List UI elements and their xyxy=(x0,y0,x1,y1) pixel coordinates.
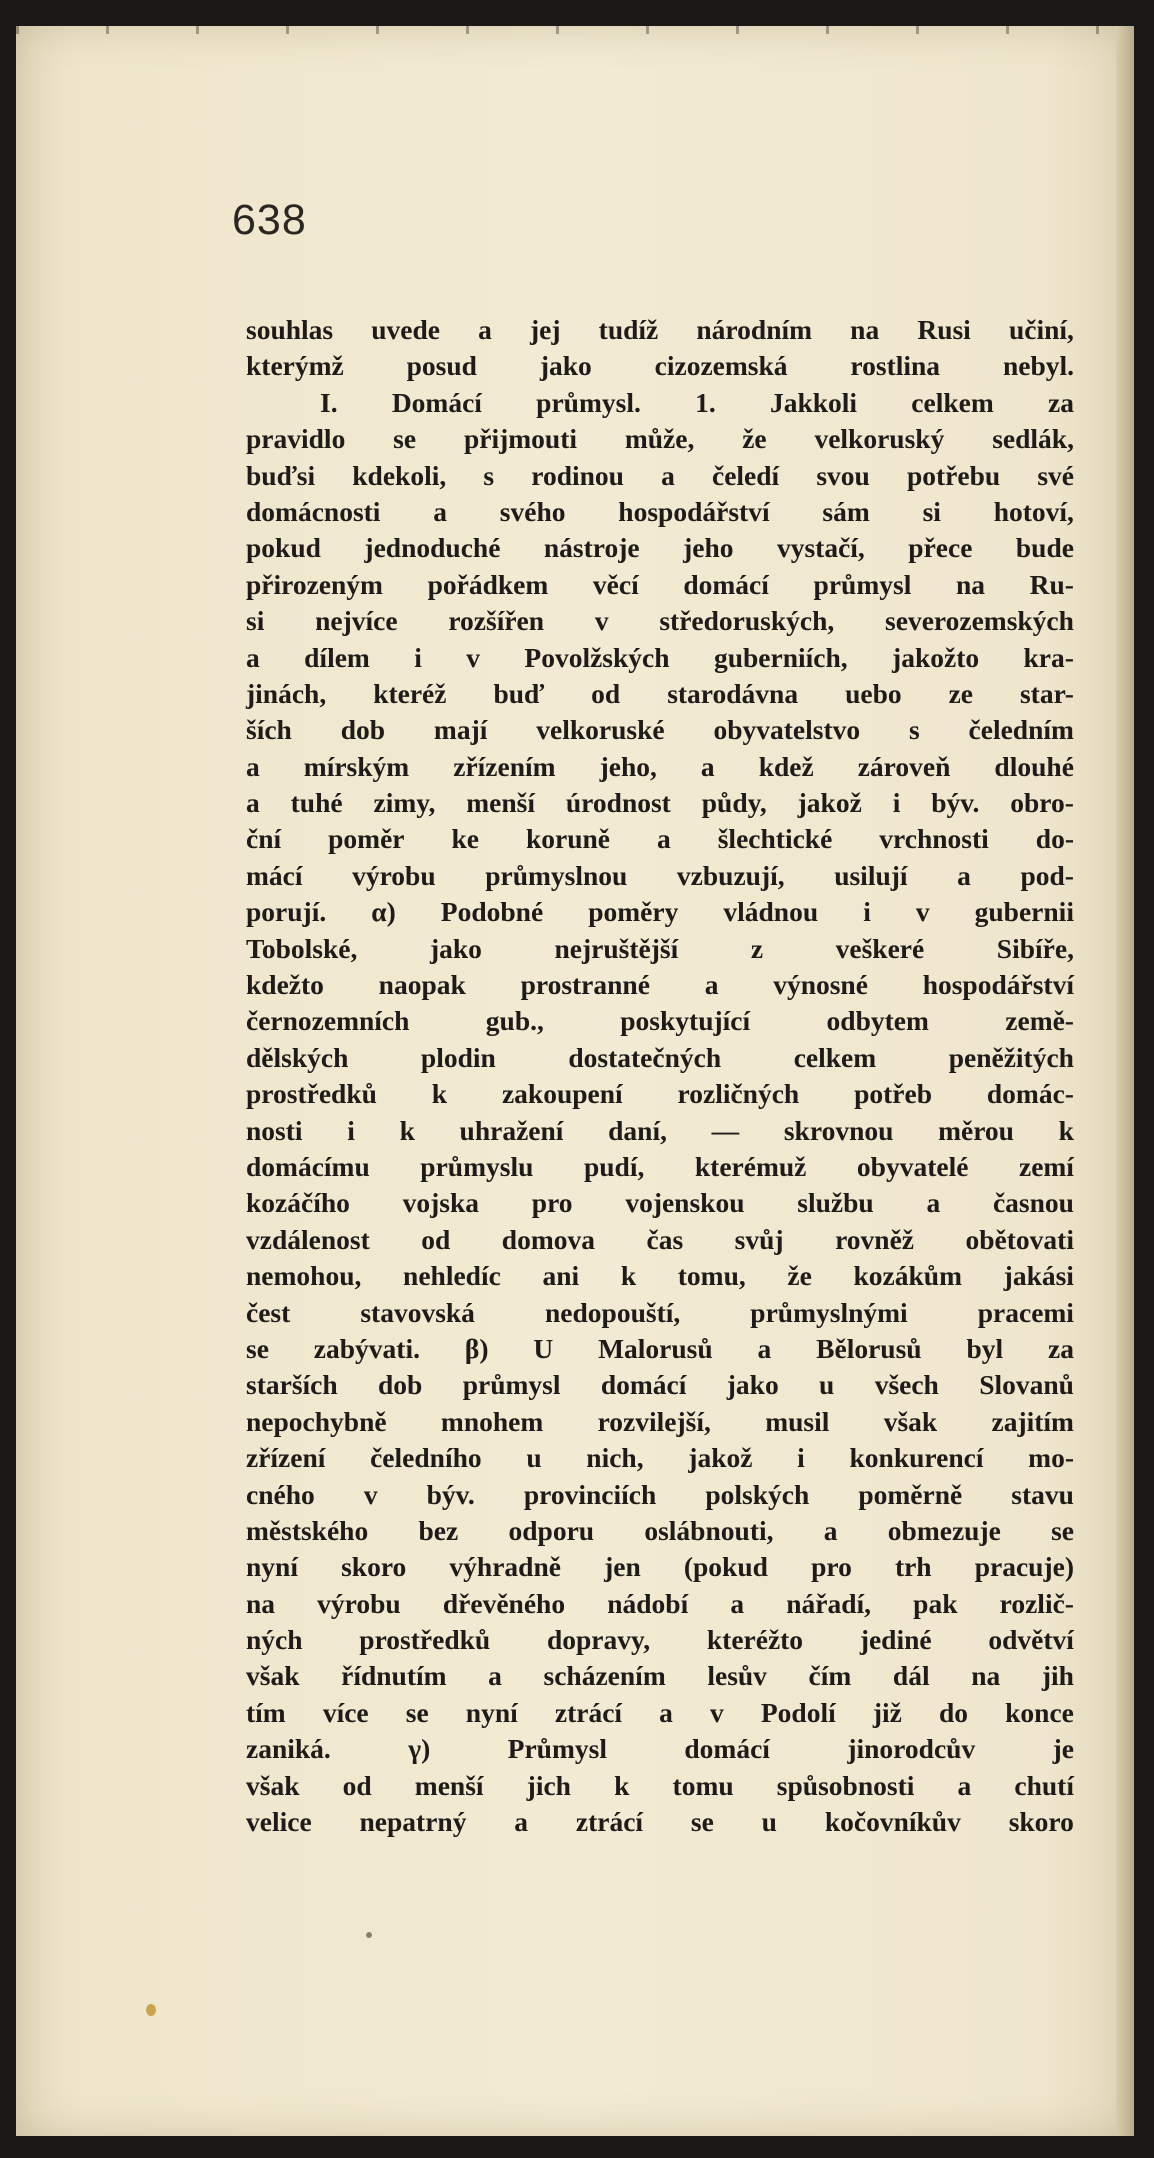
text-line: nemohou, nehledíc ani k tomu, že kozákům jakási xyxy=(246,1260,1074,1292)
page-right-edge xyxy=(1116,26,1134,2136)
text-line: starších dob průmysl domácí jako u všech Slovanů xyxy=(246,1369,1074,1401)
ink-speck xyxy=(366,1932,372,1938)
page-top-edge xyxy=(16,26,1134,34)
text-line: černozemních gub., poskytující odbytem země- xyxy=(246,1005,1074,1037)
text-line: I. Domácí průmysl. 1. Jakkoli celkem za xyxy=(320,386,1074,418)
text-line: se zabývati. β) U Malorusů a Bělorusů byl za xyxy=(246,1332,1074,1364)
text-line: pravidlo se přijmouti může, že velkoruský sedlák, xyxy=(246,423,1074,455)
text-line: kterýmž posud jako cizozemská rostlina nebyl. xyxy=(246,350,1074,382)
text-line: na výrobu dřevěného nádobí a nářadí, pak rozlič- xyxy=(246,1587,1074,1619)
text-line: tím více se nyní ztrácí a v Podolí již do konce xyxy=(246,1696,1074,1728)
text-line: městského bez odporu oslábnouti, a obmezuje se xyxy=(246,1514,1074,1546)
text-line: ných prostředků dopravy, kteréžto jediné odvětví xyxy=(246,1624,1074,1656)
text-line: domácnosti a svého hospodářství sám si hotoví, xyxy=(246,495,1074,527)
text-line: prostředků k zakoupení rozličných potřeb domác- xyxy=(246,1078,1074,1110)
text-line: čest stavovská nedopouští, průmyslnými pracemi xyxy=(246,1296,1074,1328)
page-number: 638 xyxy=(232,196,307,244)
text-line: kdežto naopak prostranné a výnosné hospodářství xyxy=(246,969,1074,1001)
text-line: nepochybně mnohem rozvilejší, musil však zajitím xyxy=(246,1405,1074,1437)
text-line: kozáčího vojska pro vojenskou službu a časnou xyxy=(246,1187,1074,1219)
text-line: zaniká. γ) Průmysl domácí jinorodcův je xyxy=(246,1733,1074,1765)
text-line: dělských plodin dostatečných celkem peněžitých xyxy=(246,1041,1074,1073)
text-line: a mírským zřízením jeho, a kdež zároveň dlouhé xyxy=(246,750,1074,782)
text-line: cného v býv. provinciích polských poměrně stavu xyxy=(246,1478,1074,1510)
text-line: vzdálenost od domova čas svůj rovněž obětovati xyxy=(246,1223,1074,1255)
text-line: zřízení čeledního u nich, jakož i konkurencí mo- xyxy=(246,1442,1074,1474)
text-line: buďsi kdekoli, s rodinou a čeledí svou potřebu své xyxy=(246,459,1074,491)
body-text xyxy=(246,312,1074,1840)
text-line: přirozeným pořádkem věcí domácí průmysl na Ru- xyxy=(246,568,1074,600)
text-line: a dílem i v Povolžských guberniích, jakožto kra- xyxy=(246,641,1074,673)
text-line: mácí výrobu průmyslnou vzbuzují, usilují a pod- xyxy=(246,859,1074,891)
text-line: Tobolské, jako nejruštější z veškeré Sibíře, xyxy=(246,932,1074,964)
text-line: jinách, kteréž buď od starodávna uebo ze star- xyxy=(246,677,1074,709)
text-line: však řídnutím a scházením lesův čím dál na jih xyxy=(246,1660,1074,1692)
text-line: nosti i k uhražení daní, — skrovnou měrou k xyxy=(246,1114,1074,1146)
text-line: ších dob mají velkoruské obyvatelstvo s čeledním xyxy=(246,714,1074,746)
text-line: a tuhé zimy, menší úrodnost půdy, jakož i býv. obro- xyxy=(246,787,1074,819)
text-line: porují. α) Podobné poměry vládnou i v gubernii xyxy=(246,896,1074,928)
text-line: nyní skoro výhradně jen (pokud pro trh pracuje) xyxy=(246,1551,1074,1583)
text-line: souhlas uvede a jej tudíž národním na Rusi učiní, xyxy=(246,314,1074,345)
text-line: však od menší jich k tomu spůsobnosti a chutí xyxy=(246,1769,1074,1801)
text-line: si nejvíce rozšířen v středoruských, severozemských xyxy=(246,605,1074,637)
paper-stain xyxy=(146,2004,156,2016)
text-line: velice nepatrný a ztrácí se u kočovníkův skoro xyxy=(246,1806,1074,1838)
text-line: pokud jednoduché nástroje jeho vystačí, přece bude xyxy=(246,532,1074,564)
text-line: ční poměr ke koruně a šlechtické vrchnosti do- xyxy=(246,823,1074,855)
text-line: domácímu průmyslu pudí, kterémuž obyvatelé zemí xyxy=(246,1150,1074,1182)
